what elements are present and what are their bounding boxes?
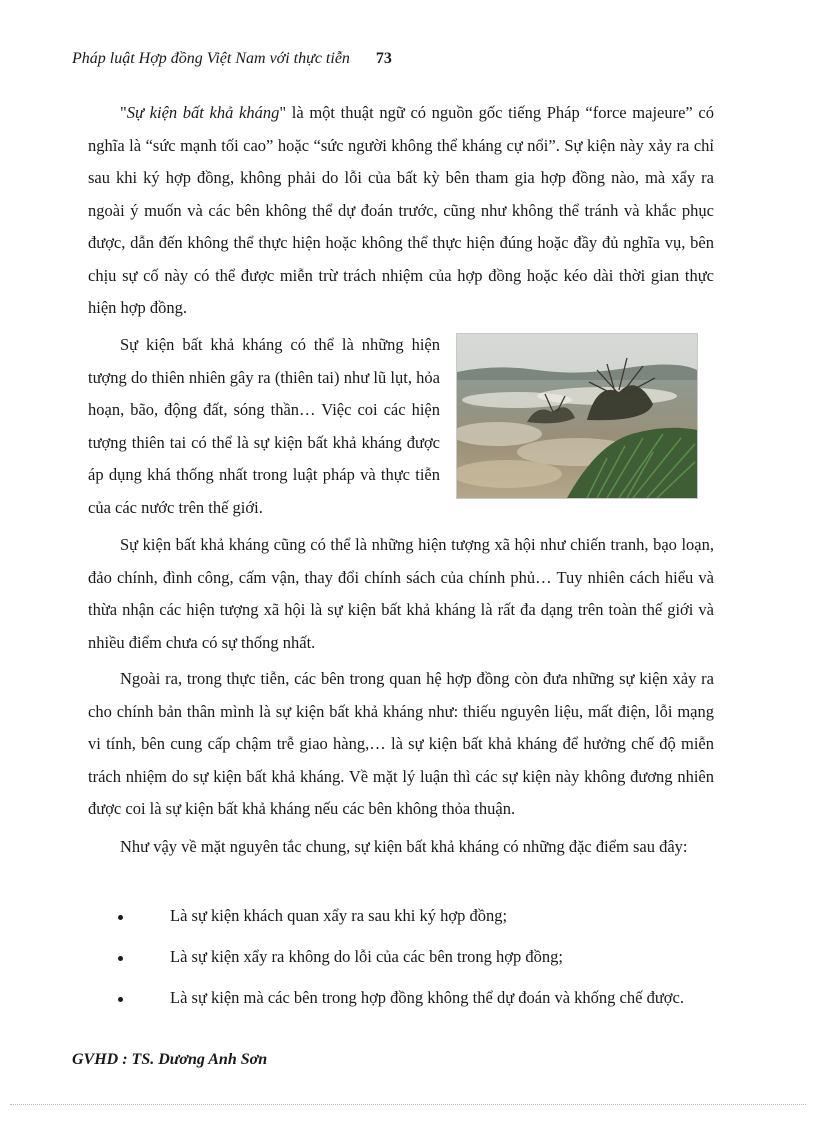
paragraph-practice: Ngoài ra, trong thực tiễn, các bên trong quan hệ hợp đồng còn đưa những sự kiện xảy ra cho chính bản thân mình là sự kiện bất khả kháng như: thiếu nguyên liệu, mất điện, lỗi mạng vi tính, bên cung cấp chậm trễ giao hàng,… là sự kiện bất khả kháng để hưởng chế độ miễn trách nhiệm do sự kiện bất khả kháng. Về mặt lý luận thì các sự kiện này không đương nhiên được coi là sự kiện bất khả kháng nếu các bên không thỏa thuận. [88,669,714,818]
bullet-icon [118,915,123,920]
list-item: Là sự kiện mà các bên trong hợp đồng không thể dự đoán và khống chế được. [118,986,738,1027]
bullet-icon [118,956,123,961]
characteristics-list [118,904,738,1027]
list-item: Là sự kiện xẩy ra không do lỗi của các bên trong hợp đồng; [118,945,738,986]
header-title: Pháp luật Hợp đồng Việt Nam với thực tiễn [72,50,350,67]
page-bottom-divider [10,1104,806,1105]
bullet-icon [118,997,123,1002]
storm-waves-photo [456,333,698,499]
page-number: 73 [375,50,392,67]
list-item: Là sự kiện khách quan xẩy ra sau khi ký hợp đồng; [118,904,738,945]
paragraph-natural-events: Sự kiện bất khả kháng có thể là những hiện tượng do thiên nhiên gây ra (thiên tai) như lũ lụt, hỏa hoạn, bão, động đất, sóng thần… Việc coi các hiện tượng thiên tai có thể là sự kiện bất khả kháng được áp dụng khá thống nhất trong luật pháp và thực tiễn của các nước trên thế giới. [88,335,440,517]
page-header [72,50,392,68]
term-force-majeure: Sự kiện bất khả kháng [126,103,280,122]
paragraph-social-events: Sự kiện bất khả kháng cũng có thể là những hiện tượng xã hội như chiến tranh, bạo loạn, đảo chính, đình công, cấm vận, thay đổi chính sách của chính phủ… Tuy nhiên cách hiểu và thừa nhận các hiện tượng xã hội là sự kiện bất khả kháng là rất đa dạng trên toàn thế giới và nhiều điểm chưa có sự thống nhất. [88,535,714,652]
paragraph-definition: "Sự kiện bất khả kháng" là một thuật ngữ có nguồn gốc tiếng Pháp “force majeure” có nghĩa là “sức mạnh tối cao” hoặc “sức người không thể kháng cự nổi”. Sự kiện này xảy ra chỉ sau khi ký hợp đồng, không phải do lỗi của bất kỳ bên tham gia hợp đồng nào, mà xẩy ra ngoài ý muốn và các bên không thể dự đoán trước, cũng như không thể tránh và khắc phục được, dẫn đến không thể thực hiện hoặc không thể thực hiện đúng hoặc đầy đủ nghĩa vụ, bên chịu sự cố này có thể được miễn trừ trách nhiệm của hợp đồng hoặc kéo dài thời gian thực hiện hợp đồng. [88,103,714,317]
paragraph-characteristics-intro: Như vậy về mặt nguyên tắc chung, sự kiện bất khả kháng có những đặc điểm sau đây: [120,837,688,856]
page-footer: GVHD : TS. Dương Anh Sơn [72,1051,268,1068]
